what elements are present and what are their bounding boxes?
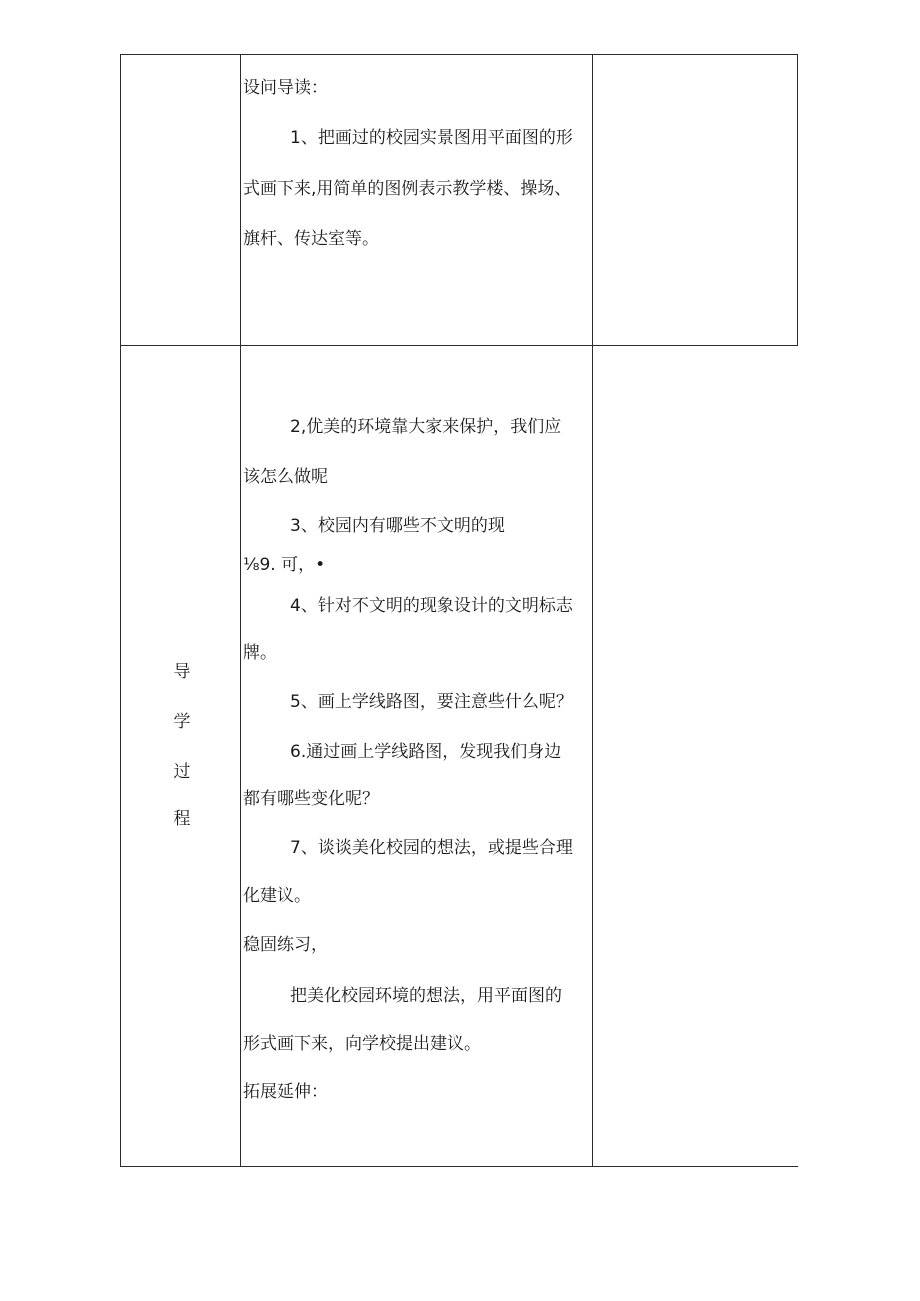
question-2-line-1: 2,优美的环境靠大家来保护，我们应 xyxy=(290,417,562,437)
practice-task-line-2: 形式画下来，向学校提出建议。 xyxy=(243,1034,481,1054)
section-heading-guided-reading: 设问导读： xyxy=(243,78,328,98)
table-top-border xyxy=(120,54,798,55)
label-char-dao: 导 xyxy=(173,662,191,682)
table-left-border xyxy=(120,54,121,1166)
question-2-line-2: 该怎么做呢 xyxy=(243,467,328,487)
question-7-line-2: 化建议。 xyxy=(243,886,311,906)
practice-task-line-1: 把美化校园环境的想法，用平面图的 xyxy=(290,986,562,1006)
question-1-line-2: 式画下来,用简单的图例表示教学楼、操场、 xyxy=(243,179,572,199)
question-3-line-1: 3、校园内有哪些不文明的现 xyxy=(290,516,505,536)
question-4-line-2: 牌。 xyxy=(243,643,277,663)
question-6-line-2: 都有哪些变化呢？ xyxy=(243,789,379,809)
row-divider xyxy=(120,345,798,346)
section-heading-practice: 稳固练习， xyxy=(243,935,328,955)
question-3-line-2: ⅛9. 可，• xyxy=(243,555,326,575)
column-divider-1 xyxy=(240,54,241,1166)
label-char-xue: 学 xyxy=(173,712,191,732)
question-1-line-3: 旗杆、传达室等。 xyxy=(243,229,379,249)
question-7-line-1: 7、谈谈美化校园的想法，或提些合理 xyxy=(290,838,573,858)
question-6-line-1: 6.通过画上学线路图，发现我们身边 xyxy=(290,742,562,762)
label-char-guo: 过 xyxy=(173,762,191,782)
question-4-line-1: 4、针对不文明的现象设计的文明标志 xyxy=(290,596,573,616)
question-5: 5、画上学线路图，要注意些什么呢？ xyxy=(290,692,573,712)
question-1-line-1: 1、把画过的校园实景图用平面图的形 xyxy=(290,128,573,148)
column-divider-2 xyxy=(592,54,593,1166)
label-char-cheng: 程 xyxy=(173,809,191,829)
table-bottom-border xyxy=(120,1166,798,1167)
table-right-border-top xyxy=(797,54,798,345)
section-heading-extension: 拓展延伸： xyxy=(243,1082,328,1102)
